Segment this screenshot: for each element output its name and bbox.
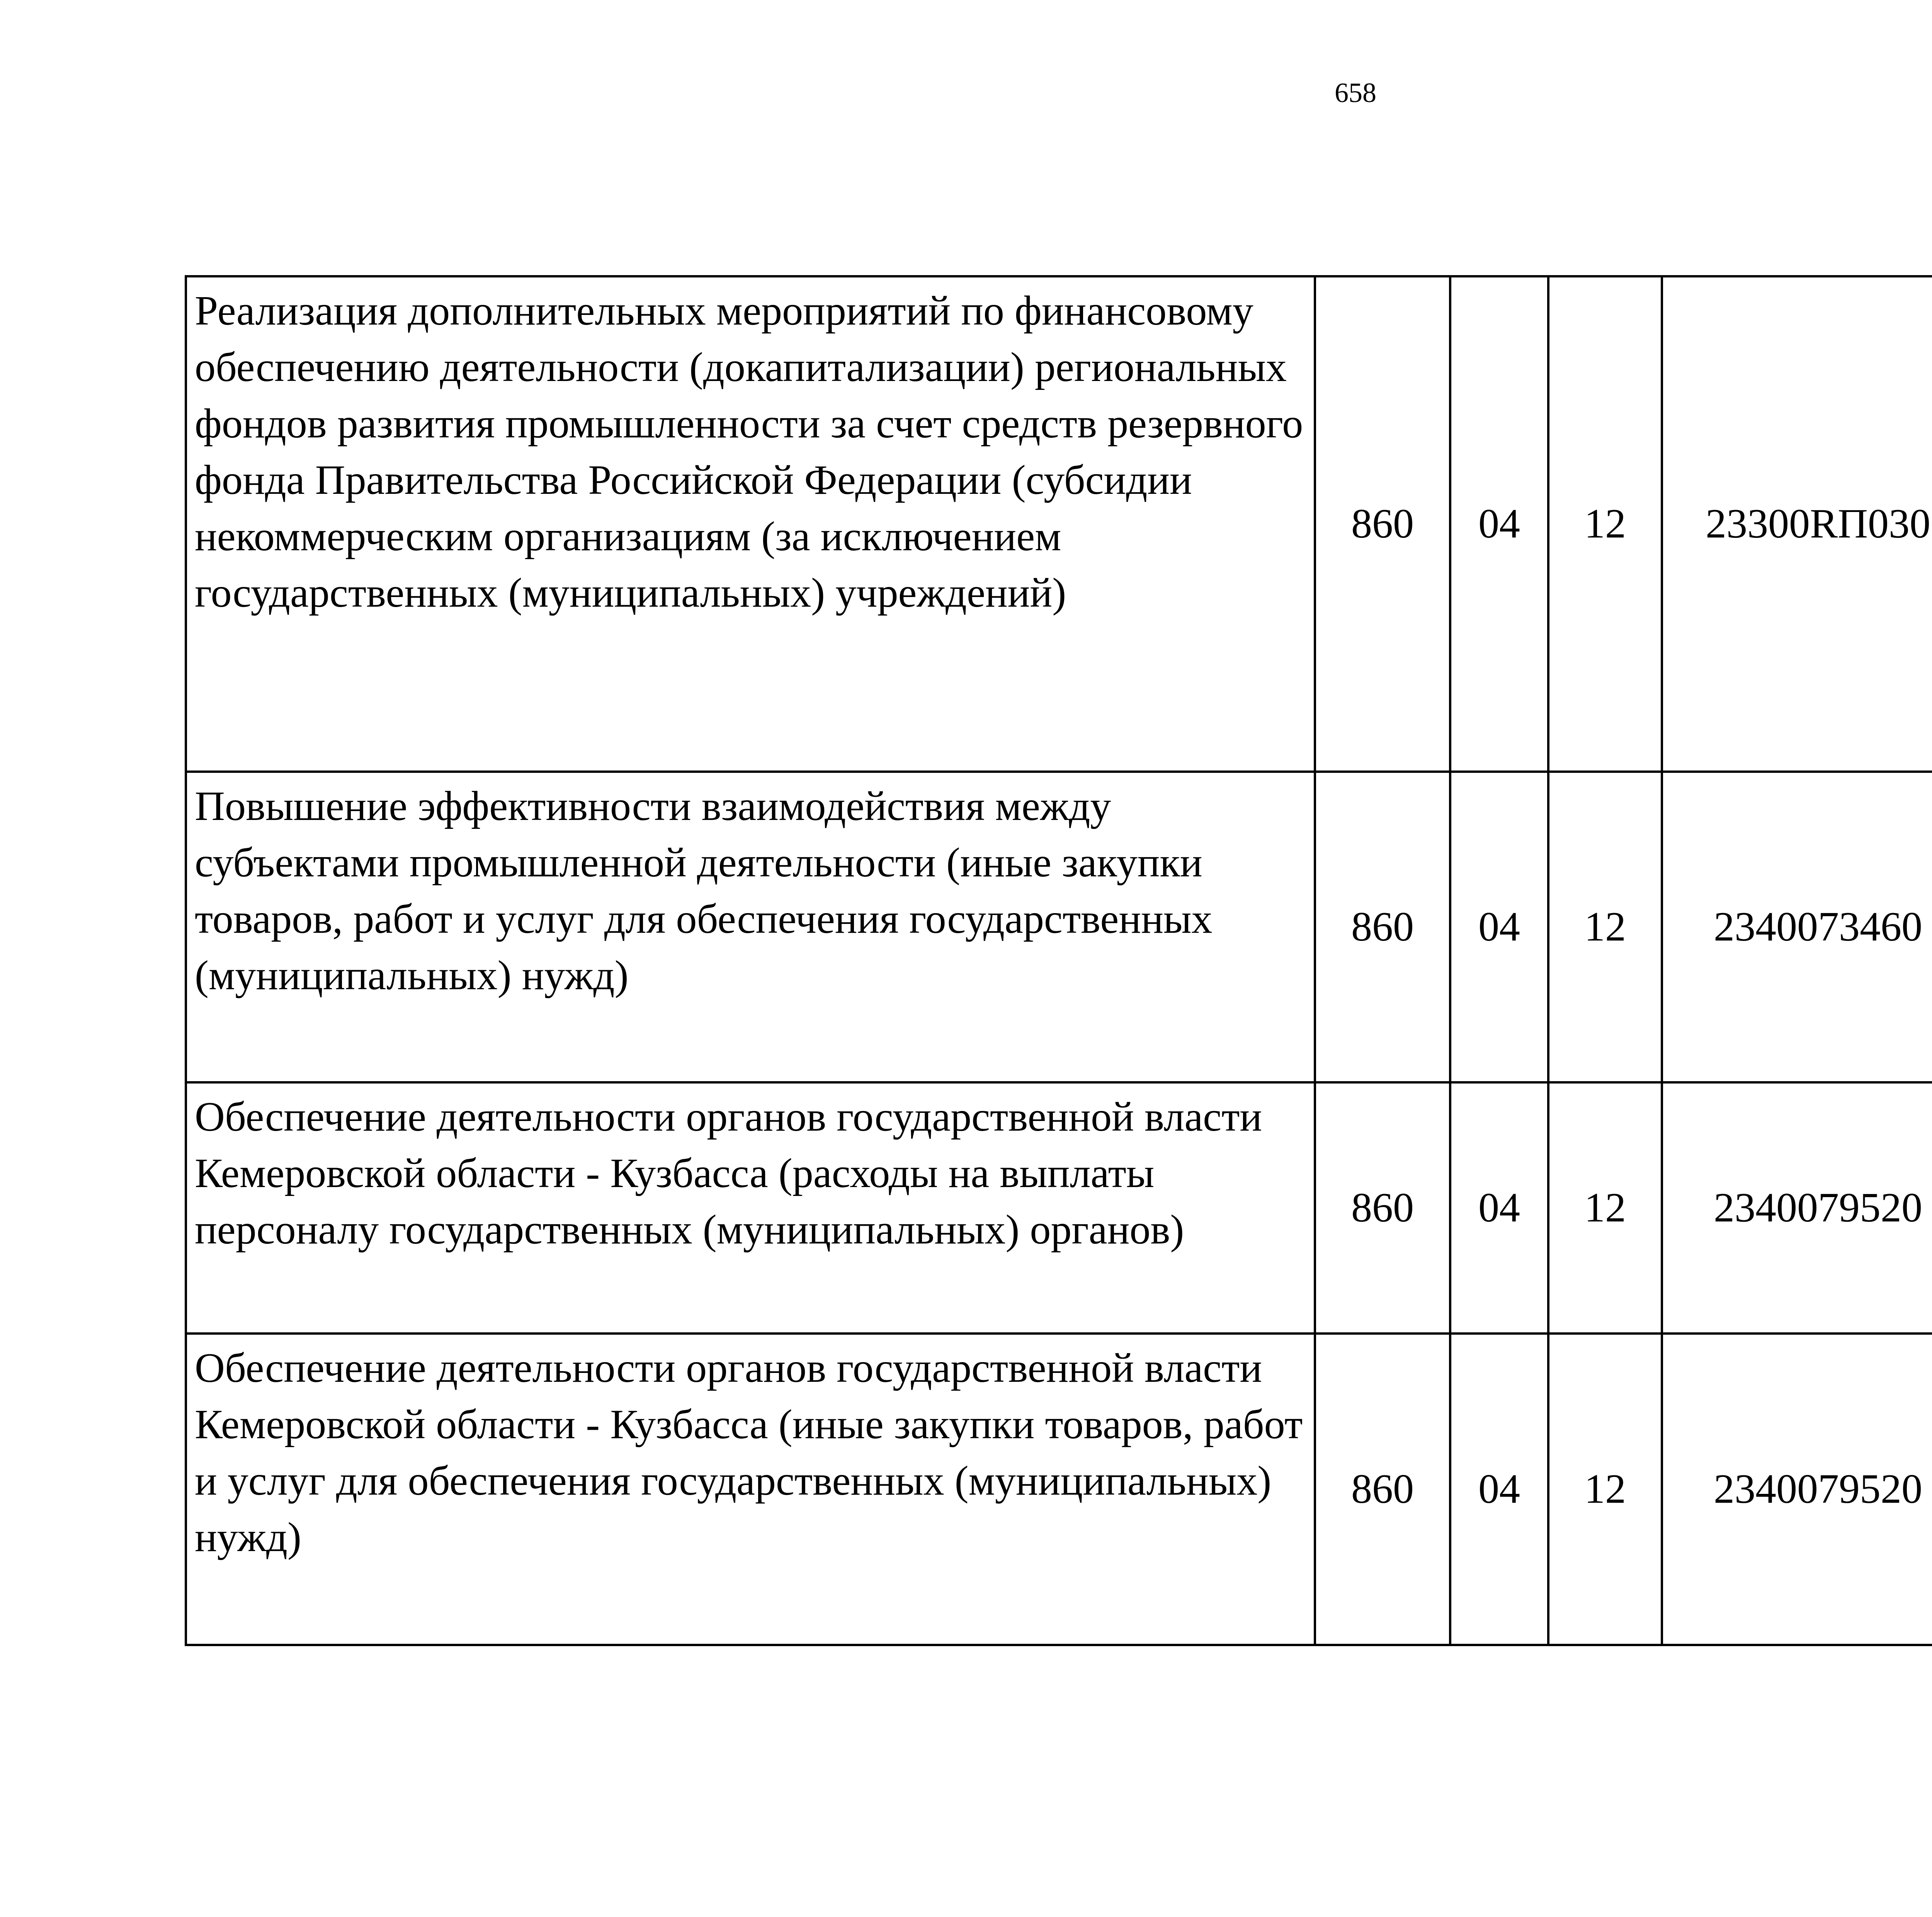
target-article-code: 2340073460 [1662, 772, 1932, 1082]
section-code: 04 [1450, 1082, 1548, 1334]
ministry-code: 860 [1315, 1334, 1450, 1645]
subsection-code: 12 [1548, 276, 1662, 772]
ministry-code: 860 [1315, 276, 1450, 772]
target-article-code: 2340079520 [1662, 1082, 1932, 1334]
ministry-code: 860 [1315, 772, 1450, 1082]
page-number: 658 [1335, 77, 1376, 108]
table-row [186, 1334, 1932, 1645]
subsection-code: 12 [1548, 1082, 1662, 1334]
row-description: Повышение эффективности взаимодействия между субъектами промышленной деятельности (иные закупки товаров, работ и услуг для обеспечения государственных (муниципальных) нужд) [186, 772, 1315, 1082]
row-description: Реализация дополнительных мероприятий по финансовому обеспечению деятельности (докапитализации) региональных фондов развития промышленности за счет средств резервного фонда Правительства Российской Федерации (субсидии некоммерческим организациям (за исключением государственных (муниципальных) учреждений) [186, 276, 1315, 772]
table-row [186, 276, 1932, 772]
table-row [186, 1082, 1932, 1334]
section-code: 04 [1450, 276, 1548, 772]
table-row [186, 772, 1932, 1082]
target-article-code: 2340079520 [1662, 1334, 1932, 1645]
budget-table [185, 275, 1932, 1646]
section-code: 04 [1450, 1334, 1548, 1645]
section-code: 04 [1450, 772, 1548, 1082]
target-article-code: 23300RП030 [1662, 276, 1932, 772]
row-description: Обеспечение деятельности органов государственной власти Кемеровской области - Кузбасса (иные закупки товаров, работ и услуг для обеспечения государственных (муниципальных) нужд) [186, 1334, 1315, 1645]
ministry-code: 860 [1315, 1082, 1450, 1334]
subsection-code: 12 [1548, 772, 1662, 1082]
row-description: Обеспечение деятельности органов государственной власти Кемеровской области - Кузбасса (расходы на выплаты персоналу государственных (муниципальных) органов) [186, 1082, 1315, 1334]
subsection-code: 12 [1548, 1334, 1662, 1645]
